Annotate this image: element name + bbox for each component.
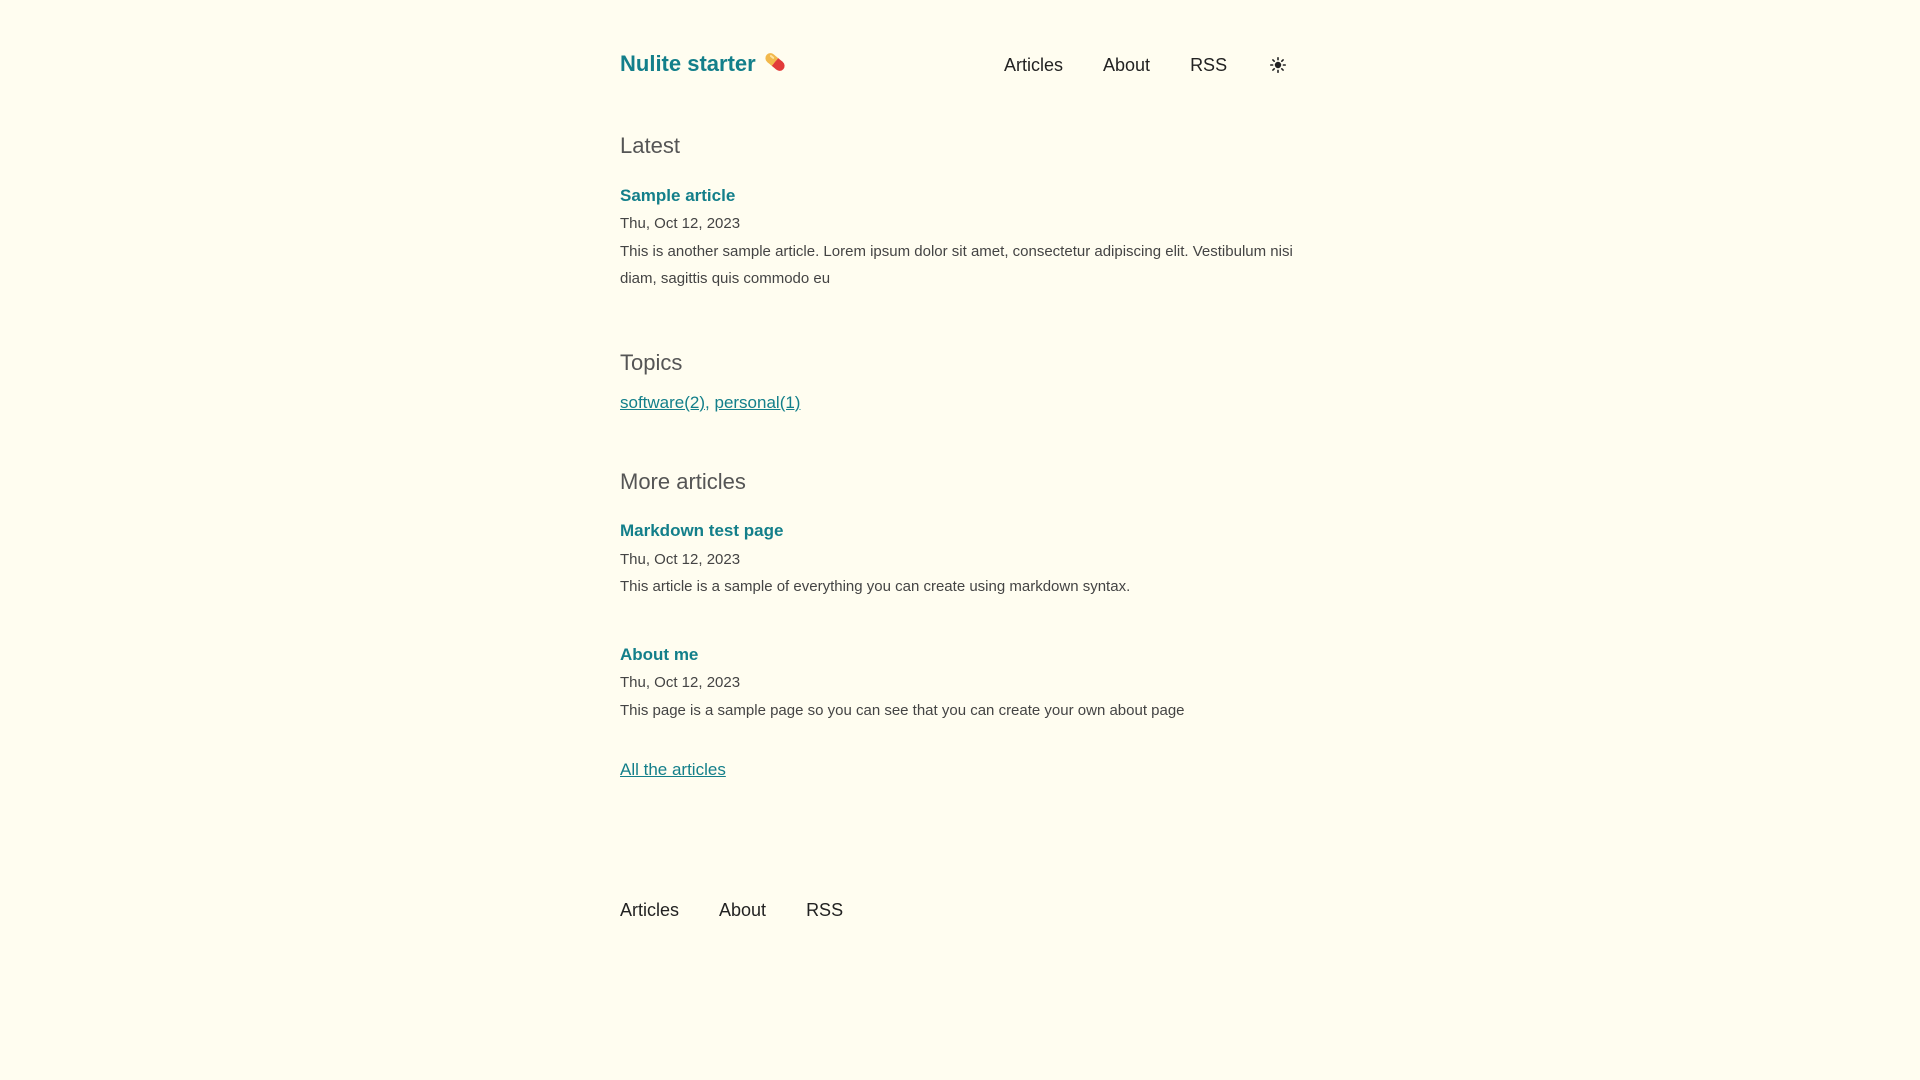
article-date-markdown-test-page: Thu, Oct 12, 2023 (620, 551, 741, 568)
more-articles-heading: More articles (620, 469, 746, 494)
topic-separator: , (705, 393, 715, 412)
article-title-about-me[interactable]: About me (620, 645, 699, 664)
article-description-markdown-test-page: This article is a sample of everything you can create using markdown syntax. (620, 578, 1131, 595)
top-nav (1004, 54, 1289, 76)
topics-heading: Topics (620, 350, 683, 375)
latest-heading: Latest (620, 133, 680, 158)
page-container (620, 0, 1300, 920)
topics-list (620, 393, 800, 413)
latest-article-title[interactable]: Sample article (620, 186, 736, 205)
site-brand-link[interactable] (620, 50, 788, 80)
topic-link-software[interactable]: software(2) (620, 393, 706, 412)
theme-toggle-button[interactable] (1267, 54, 1289, 76)
sun-icon (1270, 57, 1286, 73)
article-description-about-me: This page is a sample page so you can see that you can create your own about page (620, 702, 1185, 719)
latest-article-description: This is another sample article. Lorem ipsum dolor sit amet, consectetur adipiscing elit. Vestibulum nisi diam, sagittis quis commodo eu (620, 243, 1293, 287)
pill-icon (762, 50, 788, 80)
footer-link-articles[interactable]: Articles (620, 900, 680, 920)
latest-article-date: Thu, Oct 12, 2023 (620, 215, 741, 232)
all-articles-link[interactable]: All the articles (620, 760, 726, 779)
nav-link-articles[interactable]: Articles (1004, 54, 1064, 75)
nav-link-about[interactable]: About (1103, 54, 1151, 75)
site-header (620, 0, 1300, 130)
footer-nav (620, 900, 843, 921)
footer-link-rss[interactable]: RSS (806, 900, 844, 920)
topic-link-personal[interactable]: personal(1) (714, 393, 801, 412)
nav-link-rss[interactable]: RSS (1190, 54, 1228, 75)
site-title: Nulite starter (620, 51, 756, 76)
footer-link-about[interactable]: About (719, 900, 767, 920)
article-date-about-me: Thu, Oct 12, 2023 (620, 674, 741, 691)
article-title-markdown-test-page[interactable]: Markdown test page (620, 521, 784, 540)
